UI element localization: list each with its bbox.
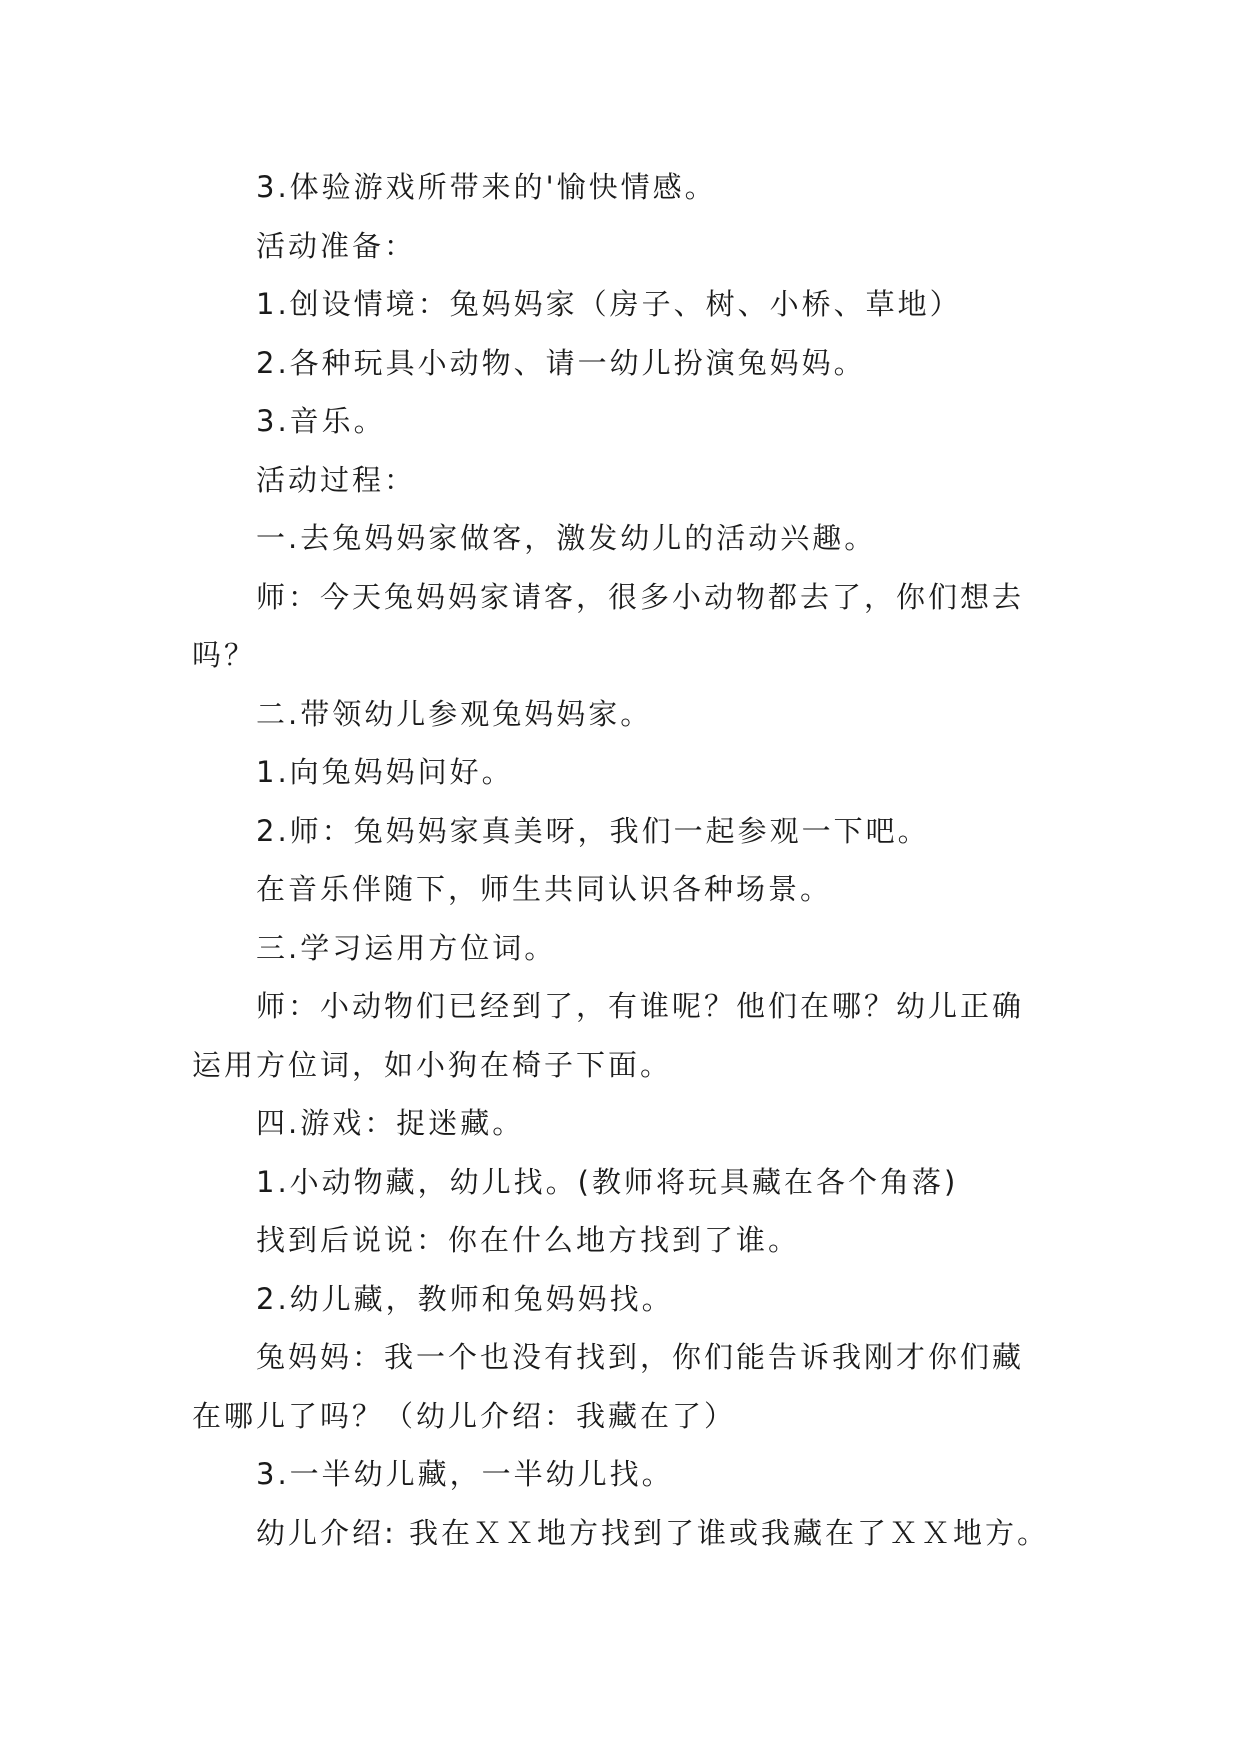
paragraph: 兔妈妈：我一个也没有找到，你们能告诉我刚才你们藏在哪儿了吗？（幼儿介绍：我藏在了） xyxy=(192,1340,1025,1433)
document-body xyxy=(192,158,1052,1562)
paragraph: 师：小动物们已经到了，有谁呢？他们在哪？幼儿正确运用方位词，如小狗在椅子下面。 xyxy=(192,989,1025,1082)
paragraph: 在音乐伴随下，师生共同认识各种场景。 xyxy=(256,872,833,906)
paragraph: 2.师：兔妈妈家真美呀，我们一起参观一下吧。 xyxy=(256,813,930,848)
paragraph: 3.一半幼儿藏，一半幼儿找。 xyxy=(256,1457,674,1491)
paragraph: 1.向兔妈妈问好。 xyxy=(256,755,514,789)
paragraph: 3.音乐。 xyxy=(256,404,386,438)
paragraph: 2.幼儿藏，教师和兔妈妈找。 xyxy=(256,1281,674,1316)
section-heading: 活动准备： xyxy=(256,228,417,263)
paragraph: 四.游戏：捉迷藏。 xyxy=(256,1106,525,1140)
paragraph: 1.小动物藏，幼儿找。(教师将玩具藏在各个角落) xyxy=(256,1164,959,1199)
paragraph: 找到后说说：你在什么地方找到了谁。 xyxy=(256,1223,801,1257)
paragraph: 师：今天兔妈妈家请客，很多小动物都去了，你们想去吗？ xyxy=(192,579,1025,672)
section-heading: 活动过程： xyxy=(256,462,417,497)
paragraph: 二.带领幼儿参观兔妈妈家。 xyxy=(256,696,653,731)
paragraph: 三.学习运用方位词。 xyxy=(256,930,557,965)
paragraph: 3.体验游戏所带来的'愉快情感。 xyxy=(256,170,717,204)
paragraph: 2.各种玩具小动物、请一幼儿扮演兔妈妈。 xyxy=(256,345,866,380)
paragraph: 1.创设情境：兔妈妈家（房子、树、小桥、草地） xyxy=(256,287,962,321)
paragraph: 一.去兔妈妈家做客，激发幼儿的活动兴趣。 xyxy=(256,521,877,555)
paragraph: 幼儿介绍: 我在ＸＸ地方找到了谁或我藏在了ＸＸ地方。 xyxy=(256,1515,1049,1550)
